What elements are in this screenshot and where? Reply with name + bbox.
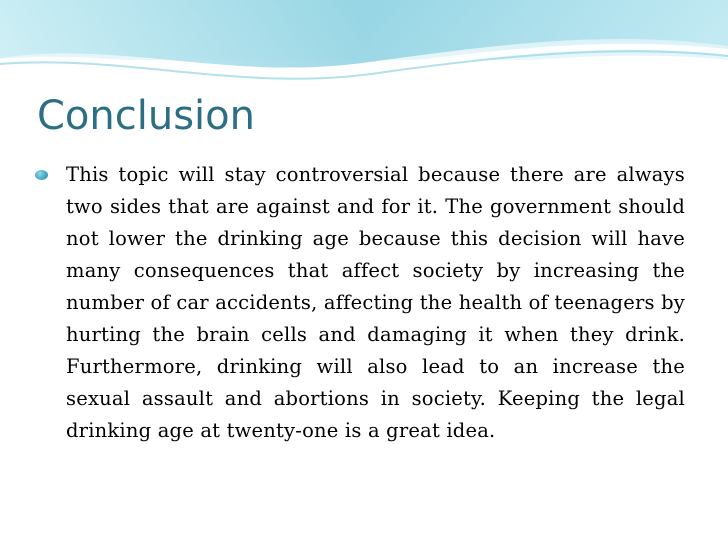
- bullet-icon: [35, 170, 48, 180]
- header-wave-banner: [0, 0, 728, 95]
- slide-title: Conclusion: [37, 93, 255, 139]
- bullet-text: This topic will stay controversial because there are always two sides that are against and for it. The government should not lower the drinking age because this decision will have many consequences that affect society by increasing the number of car accidents, affecting the health of teenagers by hurting the brain cells and damaging it when they drink. Furthermore, drinking will also lead to an increase the sexual assault and abortions in society. Keeping the legal drinking age at twenty-one is a great idea.: [66, 163, 685, 442]
- slide-content: [35, 159, 685, 447]
- bullet-item: [35, 159, 685, 447]
